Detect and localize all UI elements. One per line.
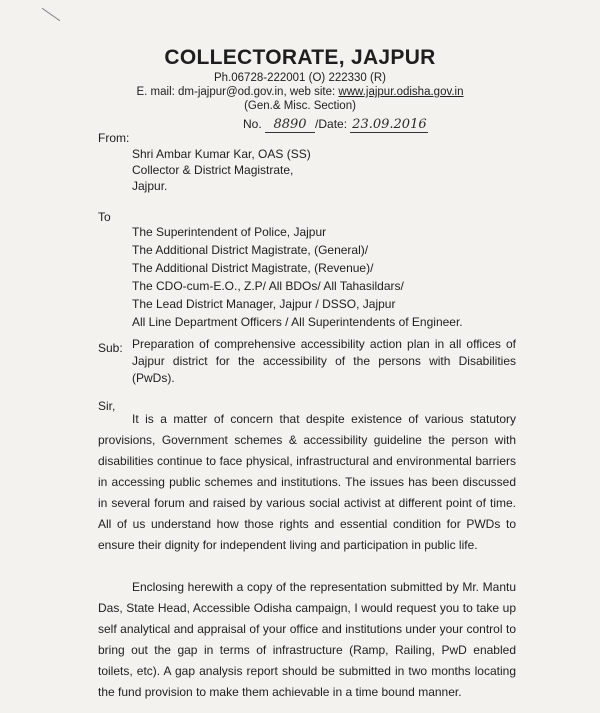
to-line-5: The Lead District Manager, Jajpur / DSSO, Jajpur <box>132 297 396 311</box>
reference-line <box>243 117 428 133</box>
subject-label: Sub: <box>98 341 123 355</box>
date-label: /Date: <box>315 117 348 131</box>
to-label: To <box>98 210 111 224</box>
section-line: (Gen.& Misc. Section) <box>244 100 356 112</box>
office-title: COLLECTORATE, JAJPUR <box>164 46 436 69</box>
to-line-4: The CDO-cum-E.O., Z.P/ All BDOs/ All Tahasildars/ <box>132 279 404 293</box>
to-line-3: The Additional District Magistrate, (Revenue)/ <box>132 261 374 275</box>
to-line-2: The Additional District Magistrate, (General)/ <box>132 243 369 257</box>
letter-date: 23.09.2016 <box>352 117 427 132</box>
subject-text: Preparation of comprehensive accessibility action plan in all offices of Jajpur district for the accessibility of the persons with Disabilities (PwDs). <box>132 337 516 385</box>
from-line-3: Jajpur. <box>132 179 168 193</box>
from-line-2: Collector & District Magistrate, <box>132 163 294 177</box>
from-label: From: <box>98 131 130 145</box>
to-line-1: The Superintendent of Police, Jajpur <box>132 225 327 239</box>
contact-line <box>0 86 600 98</box>
email-text: E. mail: dm-jajpur@od.gov.in, web site: <box>136 86 339 98</box>
paragraph-1: It is a matter of concern that despite existence of various statutory provisions, Government schemes & accessibility guideline the person with disabilities continue to face physical, infrastructural and environmental barriers in accessing public schemes and institutions. The issues has been discussed in several forum and raised by various social activist at different point of time. All of us understand how those rights and essential condition for PWDs to ensure their dignity for independent living and participation in public life. <box>98 412 516 552</box>
from-line-1: Shri Ambar Kumar Kar, OAS (SS) <box>132 147 311 161</box>
to-line-6: All Line Department Officers / All Superintendents of Engineer. <box>132 315 463 329</box>
scan-mark <box>42 8 61 21</box>
paragraph-2: Enclosing herewith a copy of the representation submitted by Mr. Mantu Das, State Head, Accessible Odisha campaign, I would request you to take up self analytical and appraisal of your office and institutions under your control to bring out the gap in terms of infrastructure (Ramp, Railing, PwD enabled toilets, etc). A gap analysis report should be submitted in two months locating the fund provision to make them achievable in a time bound manner. <box>98 580 516 699</box>
letter-number: 8890 <box>265 117 315 133</box>
website-link[interactable]: www.jajpur.odisha.gov.in <box>338 86 464 98</box>
salutation: Sir, <box>98 399 116 413</box>
phone-line: Ph.06728-222001 (O) 222330 (R) <box>214 72 386 84</box>
no-label: No. <box>243 117 262 131</box>
